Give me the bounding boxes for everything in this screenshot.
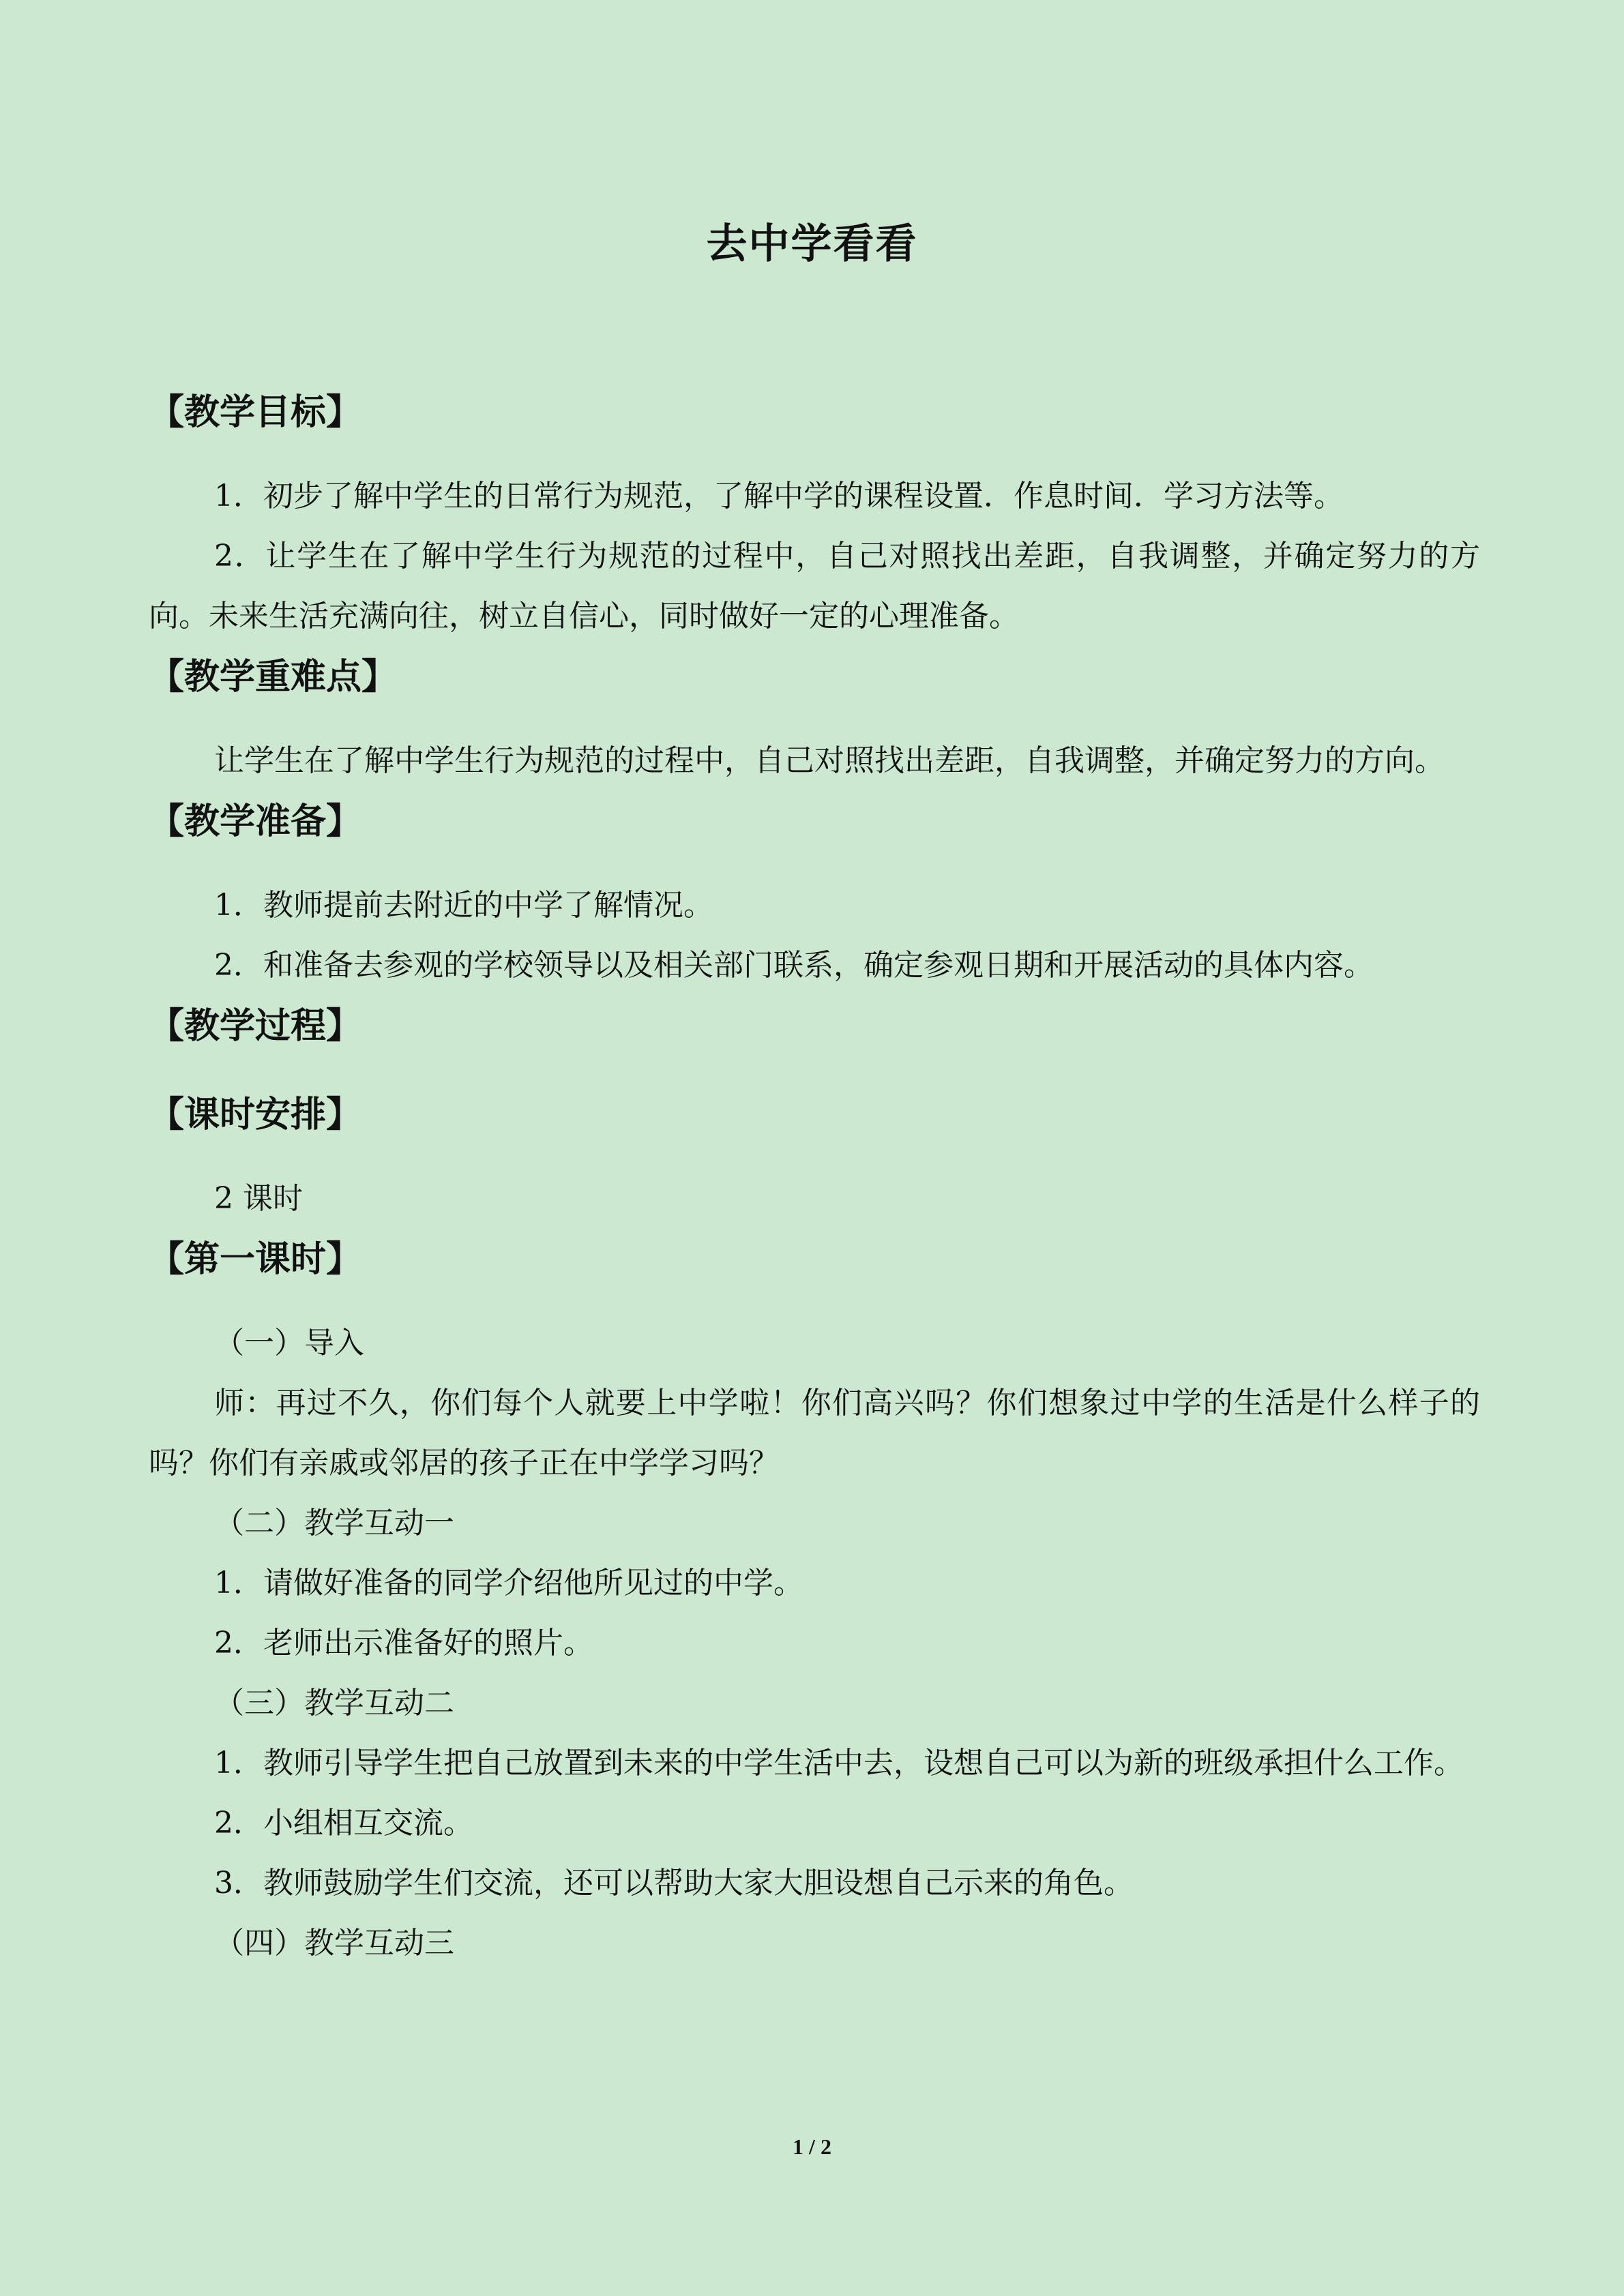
interaction2-item-2: 2．小组相互交流。	[214, 1806, 473, 1840]
intro-title: （一）导入	[214, 1326, 364, 1360]
heading-process: 【教学过程】	[149, 1005, 362, 1047]
preparation-item-2: 2．和准备去参观的学校领导以及相关部门联系，确定参观日期和开展活动的具体内容。	[214, 948, 1374, 983]
document-body	[149, 382, 1480, 1973]
intro-text: 师：再过不久，你们每个人就要上中学啦！你们高兴吗？你们想象过中学的生活是什么样子的吗？你们有亲戚或邻居的孩子正在中学学习吗？	[149, 1386, 1480, 1480]
page-number: 1 / 2	[793, 2134, 831, 2159]
heading-key-points: 【教学重难点】	[149, 656, 398, 698]
heading-objectives: 【教学目标】	[149, 391, 362, 433]
schedule-text: 2 课时	[214, 1181, 303, 1216]
objectives-item-1: 1．初步了解中学生的日常行为规范，了解中学的课程设置．作息时间．学习方法等。	[214, 479, 1344, 513]
interaction1-title: （二）教学互动一	[214, 1506, 454, 1540]
interaction2-item-3: 3．教师鼓励学生们交流，还可以帮助大家大胆设想自己示来的角色。	[214, 1866, 1134, 1900]
objectives-item-2: 2．让学生在了解中学生行为规范的过程中，自己对照找出差距，自我调整，并确定努力的方向。未来生活充满向往，树立自信心，同时做好一定的心理准备。	[149, 539, 1480, 633]
interaction1-item-1: 1．请做好准备的同学介绍他所见过的中学。	[214, 1566, 803, 1600]
preparation-item-1: 1．教师提前去附近的中学了解情况。	[214, 888, 713, 923]
interaction3-title: （四）教学互动三	[214, 1926, 454, 1960]
heading-schedule: 【课时安排】	[149, 1094, 362, 1135]
interaction2-title: （三）教学互动二	[214, 1686, 454, 1720]
interaction1-item-2: 2．老师出示准备好的照片。	[214, 1626, 593, 1660]
document-title: 去中学看看	[706, 220, 918, 268]
key-points-text: 让学生在了解中学生行为规范的过程中，自己对照找出差距，自我调整，并确定努力的方向。	[214, 743, 1445, 778]
heading-preparation: 【教学准备】	[149, 801, 362, 842]
interaction2-item-1: 1．教师引导学生把自己放置到未来的中学生活中去，设想自己可以为新的班级承担什么工作。	[214, 1746, 1464, 1780]
heading-lesson-one: 【第一课时】	[149, 1238, 362, 1280]
